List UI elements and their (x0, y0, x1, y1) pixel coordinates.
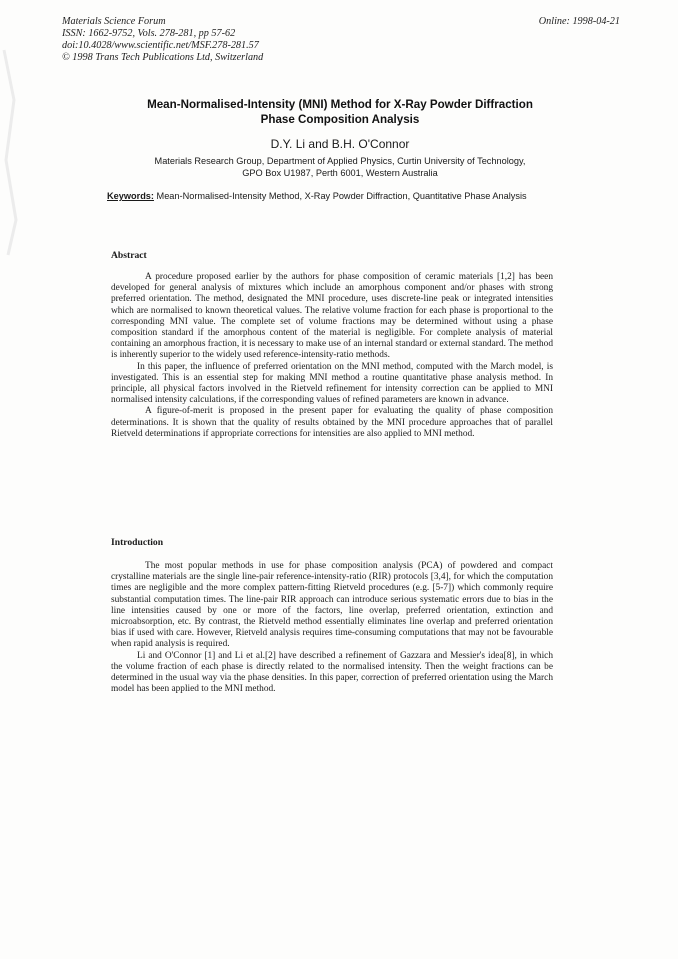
abstract-heading: Abstract (111, 250, 147, 261)
online-date: Online: 1998-04-21 (538, 16, 620, 27)
abstract-paragraph-2: In this paper, the influence of preferred orientation on the MNI method, computed with the March model, is investigated. This is an essential step for making MNI method a routine quantitative phase analysis method. In principle, all physical factors involved in the Rietveld refinement for intensity correction can be applied to MNI normalised intensity calculations, if the corresponding values of refined parameters are known in advance. (111, 361, 553, 406)
watermark-mark (0, 40, 30, 260)
journal-name: Materials Science Forum (62, 16, 166, 27)
introduction-paragraph-2: Li and O'Connor [1] and Li et al.[2] have described a refinement of Gazzara and Messier's idea[8], in which the volume fraction of each phase is directly related to the normalised intensity. Then the weight fractions can be determined in the usual way via the phase densities. In this paper, correction of preferred orientation using the March model has been applied to the MNI method. (111, 650, 553, 695)
introduction-paragraph-1: The most popular methods in use for phase composition analysis (PCA) of powdered and compact crystalline materials are the single line-pair reference-intensity-ratio (RIR) protocols [3,4], for which the computation times are negligible and the more complex pattern-fitting Rietveld procedures (e.g. [5-7]) which commonly require substantial computation times. The line-pair RIR approach can introduce serious systematic errors due to bias in the line intensities caused by one or more of the factors, line overlap, preferred orientation, extinction and microabsorption, etc. By contrast, the Rietveld method essentially eliminates line overlap and preferred orientation bias if used with care. However, Rietveld analysis requires time-consuming computations that may not be favourable when rapid analysis is required. (111, 561, 553, 650)
introduction-heading: Introduction (111, 537, 164, 548)
affiliation-line-1: Materials Research Group, Department of Applied Physics, Curtin University of Technology, (154, 156, 526, 166)
keywords (107, 191, 555, 203)
keywords-label: Keywords: (107, 191, 154, 201)
title-line-1: Mean-Normalised-Intensity (MNI) Method for X-Ray Powder Diffraction (147, 98, 533, 111)
journal-header (62, 16, 263, 64)
abstract-body (111, 272, 553, 440)
introduction-body (111, 561, 553, 695)
authors: D.Y. Li and B.H. O'Connor (270, 137, 410, 151)
abstract-paragraph-3: A figure-of-merit is proposed in the present paper for evaluating the quality of phase composition determinations. It is shown that the quality of results obtained by the MNI procedure approaches that of parallel Rietveld determinations if appropriate corrections for intensities are also applied to MNI method. (111, 406, 553, 439)
issn-line: ISSN: 1662-9752, Vols. 278-281, pp 57-62 (62, 28, 236, 39)
doi-line[interactable]: doi:10.4028/www.scientific.net/MSF.278-281.57 (62, 40, 259, 51)
paper-title (90, 97, 590, 127)
copyright-line: © 1998 Trans Tech Publications Ltd, Switzerland (62, 52, 264, 63)
affiliation-line-2: GPO Box U1987, Perth 6001, Western Australia (242, 168, 438, 178)
affiliation (100, 155, 580, 179)
keywords-text: Mean-Normalised-Intensity Method, X-Ray Powder Diffraction, Quantitative Phase Analysis (153, 191, 527, 201)
abstract-paragraph-1: A procedure proposed earlier by the authors for phase composition of ceramic materials [1,2] has been developed for general analysis of mixtures which include an amorphous component and/or phases with strong preferred orientation. The method, designated the MNI procedure, uses discrete-line peak or integrated intensities which are normalised to known theoretical values. The relative volume fraction for each phase is proportional to the corresponding MNI value. The complete set of volume fractions may be determined without using a phase composition standard if the amorphous content of the material is negligible. For complete analysis of material containing an amorphous fraction, it is necessary to make use of an internal standard or external standard. The method is inherently superior to the widely used reference-intensity-ratio methods. (111, 272, 553, 361)
title-line-2: Phase Composition Analysis (260, 113, 420, 126)
